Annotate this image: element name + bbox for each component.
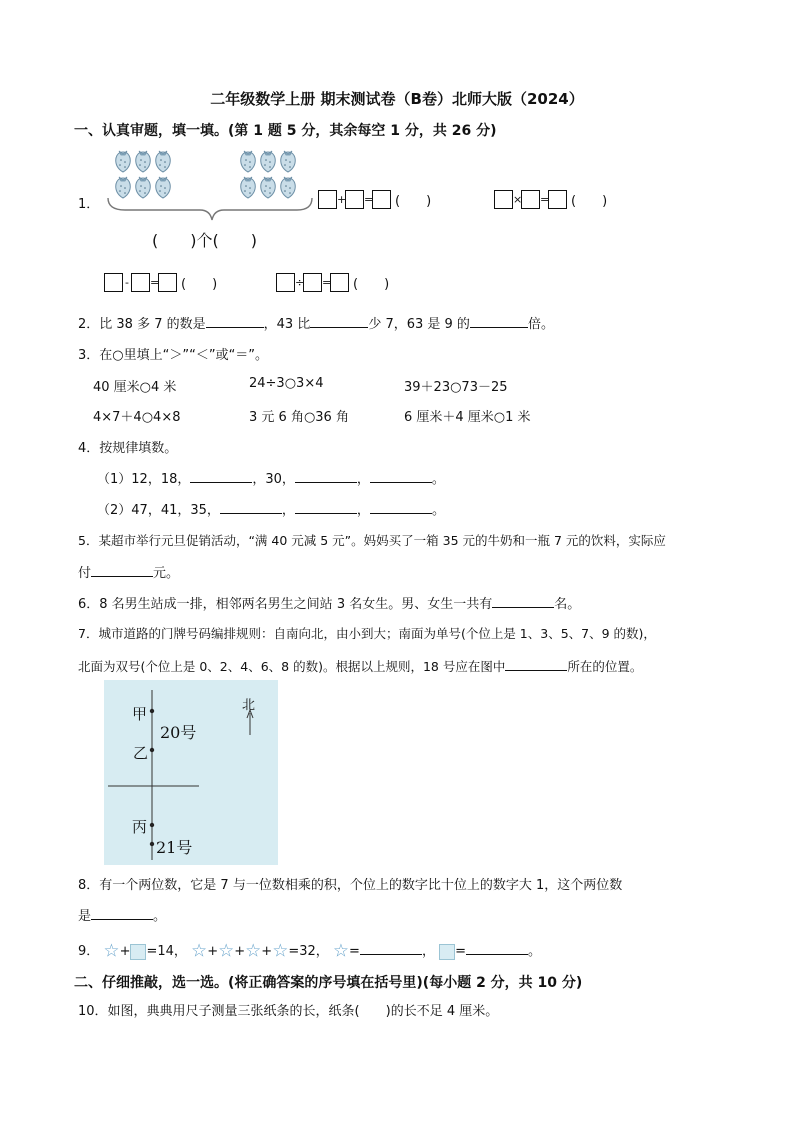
q7-text: 北面为双号(个位上是 0、2、4、6、8 的数)。根据以上规则，18 号应在图中 [78,659,506,674]
q2-text: ，43 比 [263,317,311,332]
section1-heading: 一、认真审题，填一填。(第 1 题 5 分，其余每空 1 分，共 26 分) [74,123,497,139]
answer-blank[interactable] [206,313,264,328]
plus-sign: + [261,944,273,959]
sequence-text: （1）12，18， [97,472,191,487]
answer-box[interactable] [131,273,150,292]
q7-text: 所在的位置。 [567,659,643,674]
section2-heading: 二、仔细推敲，选一选。(将正确答案的序号填在括号里)(每小题 2 分，共 10 分) [74,975,583,991]
answer-box[interactable] [303,273,322,292]
q2 [78,313,554,332]
q10-text: )的长不足 4 厘米。 [385,1004,499,1019]
answer-blank[interactable] [190,468,252,483]
label-21: 21号 [156,838,193,857]
q4-number: 4． [78,441,100,456]
times-sign: × [513,193,523,206]
strawberry-icon [116,151,130,172]
divide-sign: ÷ [295,276,305,289]
answer-blank[interactable] [91,905,153,920]
q3-item[interactable]: 39＋23○73－25 [404,380,508,395]
q2-text: 少 7，63 是 9 的 [368,317,470,332]
strawberry-icon [261,151,275,172]
plus-sign: + [207,944,219,959]
q2-text: 比 38 多 7 的数是 [99,317,206,332]
answer-blank[interactable] [295,468,357,483]
q8-text: 。 [153,909,167,924]
star-icon: ☆ [191,940,208,962]
answer-blank[interactable] [470,313,528,328]
answer-box[interactable] [158,273,177,292]
q7-line2 [78,656,642,675]
q5-text: 元。 [153,566,180,581]
q9 [78,940,541,961]
q2-text: 倍。 [527,317,554,332]
strawberry-icon [261,177,275,198]
q9-number: 9． [78,944,100,959]
answer-blank[interactable] [220,499,282,514]
answer-blank[interactable] [505,656,567,671]
q4-sequence-2 [97,499,445,518]
unit-paren[interactable]: ( ) [571,194,608,209]
q4 [78,437,177,456]
q1-number: 1． [78,197,100,212]
q3-item[interactable]: 3 元 6 角○36 角 [249,410,349,425]
q6 [78,593,580,612]
answer-box[interactable] [372,190,391,209]
q8-text: 是 [78,909,92,924]
answer-box[interactable] [330,273,349,292]
answer-blank[interactable] [295,499,357,514]
page-title: 二年级数学上册 期末测试卷（B卷）北师大版（2024） [210,90,584,108]
sequence-text: 。 [431,503,445,518]
plus-sign: + [119,944,131,959]
strawberry-icon [281,177,295,198]
strawberry-group-left [116,151,170,198]
answer-blank[interactable] [310,313,368,328]
q6-text: 名。 [554,597,581,612]
street-map-figure [104,680,278,865]
q3-item[interactable]: 4×7＋4○4×8 [93,410,181,425]
star-icon: ☆ [245,940,262,962]
q8-number: 8． [78,878,100,893]
answer-box[interactable] [276,273,295,292]
strawberry-icon [156,177,170,198]
q6-number: 6． [78,597,100,612]
plus-sign: + [234,944,246,959]
star-icon: ☆ [332,940,350,962]
q10 [78,1000,498,1019]
answer-box[interactable] [318,190,337,209]
q5-number: 5． [78,533,99,548]
point-21 [150,842,154,846]
sequence-text: 。 [431,472,445,487]
sequence-text: ，30， [252,472,295,487]
q8-line1 [78,874,622,893]
q9-text: = [455,944,467,959]
q9-text: 。 [528,944,542,959]
label-20: 20号 [160,723,197,742]
q5-text: 付 [78,566,92,581]
equals-sign: = [322,276,332,289]
sequence-text: （2）47，41，35， [97,503,220,518]
q1-expr-division [276,273,389,292]
answer-blank[interactable] [370,468,432,483]
equals-sign: = [364,193,374,206]
q8-line2 [78,905,166,924]
q8-text: 有一个两位数，它是 7 与一位数相乘的积，个位上的数字比十位上的数字大 1，这个两位数 [99,878,623,893]
q5-line2 [78,562,179,581]
answer-box[interactable] [521,190,540,209]
q10-text: 如图，典典用尺子测量三张纸条的长，纸条( [107,1004,360,1019]
q3-item[interactable]: 40 厘米○4 米 [93,380,177,395]
q1-expr-subtraction [104,273,217,292]
q1-expr-multiplication [494,190,607,209]
point-bing [150,823,154,827]
q6-text: 8 名男生站成一排，相邻两名男生之间站 3 名女生。男、女生一共有 [99,597,493,612]
answer-box[interactable] [345,190,364,209]
answer-blank[interactable] [492,593,554,608]
q4-sequence-1 [97,468,445,487]
q5-text: 某超市举行元旦促销活动，“满 40 元减 5 元”。妈妈买了一箱 35 元的牛奶和一瓶 7 元的饮料，实际应 [98,533,666,548]
q5-line1 [78,531,666,549]
unit-paren[interactable]: ( ) [181,277,218,292]
sequence-text: ， [356,503,370,518]
unit-paren[interactable]: ( ) [395,194,432,209]
q1-caption: ( )个( ) [152,231,257,250]
strawberry-icon [156,151,170,172]
answer-box[interactable] [104,273,123,292]
strawberry-group-right [241,151,295,198]
q2-number: 2． [78,317,100,332]
q4-text: 按规律填数。 [99,441,178,456]
q9-text: = [349,944,360,959]
square-icon [439,944,455,960]
square-icon [130,944,146,960]
equals-sign: = [540,193,550,206]
q3-item[interactable]: 6 厘米＋4 厘米○1 米 [404,410,531,425]
star-icon: ☆ [218,940,235,962]
star-icon: ☆ [103,940,120,962]
point-yi [150,748,154,752]
answer-box[interactable] [548,190,567,209]
q3-item[interactable]: 24÷3○3×4 [249,376,324,391]
plus-sign: + [337,193,347,206]
sequence-text: ， [356,472,370,487]
answer-blank[interactable] [370,499,432,514]
north-label: 北 [242,698,256,713]
label-bing: 丙 [132,818,148,836]
star-icon: ☆ [272,940,289,962]
strawberry-icon [136,177,150,198]
q9-text: =14， [146,944,187,959]
answer-blank[interactable] [466,940,528,955]
strawberry-icon [241,177,255,198]
point-jia [150,709,154,713]
q1-expr-addition [318,190,431,209]
unit-paren[interactable]: ( ) [353,277,390,292]
minus-sign: - [125,276,129,289]
answer-box[interactable] [494,190,513,209]
q3-number: 3． [78,348,100,363]
q7-line1 [78,624,656,642]
q7-text: 城市道路的门牌号码编排规则：自南向北，由小到大；南面为单号(个位上是 1、3、5、7、9 的数)， [98,626,656,641]
q9-text: =32， [288,944,329,959]
answer-blank[interactable] [360,940,422,955]
q3 [78,344,268,363]
strawberry-icon [241,151,255,172]
q3-text: 在○里填上“＞”“＜”或“＝”。 [99,348,269,363]
label-yi: 乙 [133,744,149,762]
q9-text: ， [421,944,435,959]
strawberry-icon [136,151,150,172]
label-jia: 甲 [132,705,148,723]
q7-number: 7． [78,626,99,641]
answer-blank[interactable] [91,562,153,577]
strawberry-icon [116,177,130,198]
q10-number: 10． [78,1004,108,1019]
sequence-text: ， [281,503,295,518]
brace-icon [108,198,312,220]
equals-sign: = [150,276,160,289]
strawberry-icon [281,151,295,172]
